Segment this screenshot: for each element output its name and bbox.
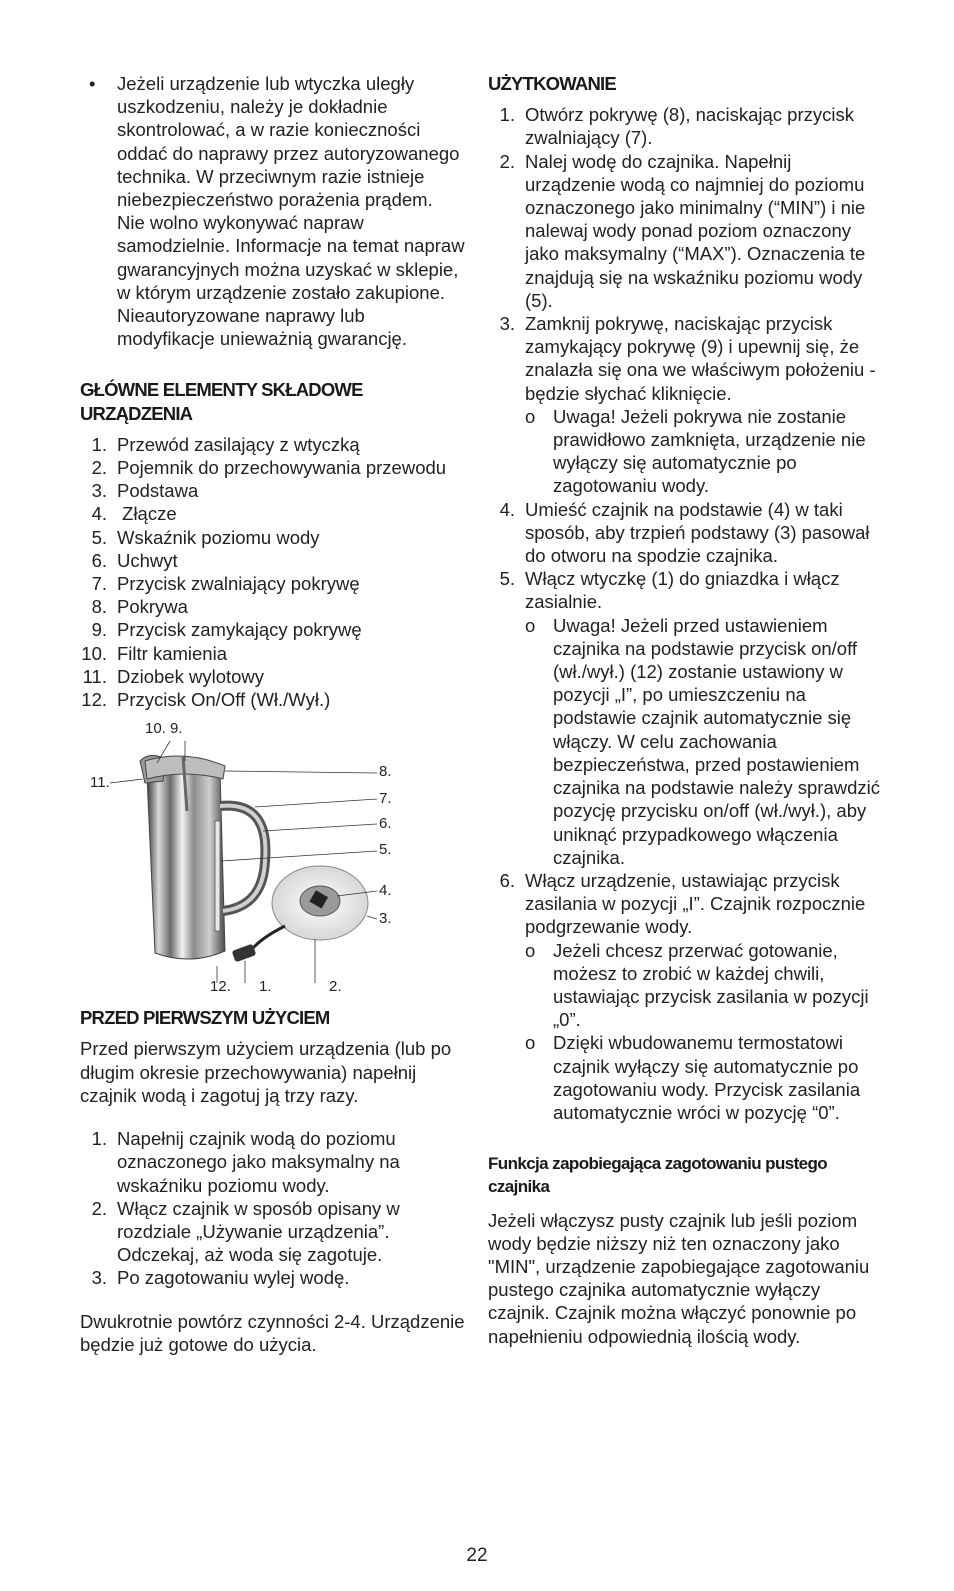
label-7: 7.	[379, 790, 392, 808]
list-item: 10. Filtr kamienia	[81, 642, 227, 664]
step3-notes	[525, 405, 883, 498]
label-8: 8.	[379, 763, 392, 781]
note-item: o Uwaga! Jeżeli przed ustawieniem czajnika na podstawie przycisk on/off (wł./wył.) (12) zostanie ustawiony w pozycji „I”, po umieszczeniu na podstawie czajnik automatycznie się włączy. W celu zachowania bezpieczeństwa, przed postawieniem czajnika na podstawie należy sprawdzić pozycję przycisku on/off (wł./wył.), aby uniknąć przypadkowego włączenia czajnika.	[525, 614, 881, 868]
label-1: 1.	[259, 978, 272, 996]
list-item: 4. Złącze	[91, 503, 177, 525]
label-6: 6.	[379, 815, 392, 833]
label-3: 3.	[379, 910, 392, 928]
label-10-9: 10. 9.	[145, 720, 183, 738]
list-item: 2. Nalej wodę do czajnika. Napełnij urządzenie wodą co najmniej do poziomu oznaczonego jako minimalny (“MIN”) i nie nalewaj wody ponad poziom oznaczony jako maksymalny (“MAX”). Oznaczenia te znajdują się na wskaźniku poziomu wody (5).	[499, 150, 866, 311]
components-heading: GŁÓWNE ELEMENTY SKŁADOWE URZĄDZENIA	[80, 379, 363, 424]
label-5: 5.	[379, 841, 392, 859]
list-item: 6. Włącz urządzenie, ustawiając przycisk zasilania w pozycji „I”. Czajnik rozpocznie podgrzewanie wody. o Jeżeli chcesz przerwać gotowanie, możesz to zrobić w każdej chwili, ustawiając przycisk zasilania w pozycji „0”. o Dzięki wbudowanemu termostatowi czajnik wyłączy się automatycznie po zagotowaniu wody. Przycisk zasilania automatycznie wróci w pozycję “0”.	[488, 869, 883, 1124]
dry-boil-text: Jeżeli włączysz pusty czajnik lub jeśli poziom wody będzie niższy niż ten oznaczony jako "MIN", urządzenie zapobiegające zagotowaniu pustego czajnika automatycznie wyłączy czajnik. Czajnik można włączyć ponownie po napełnieniu odpowiednią ilością wody.	[488, 1209, 870, 1347]
right-column	[488, 72, 883, 1348]
note-item: o Uwaga! Jeżeli pokrywa nie zostanie prawidłowo zamknięta, urządzenie nie wyłączy się automatycznie po zagotowaniu wody.	[525, 405, 866, 497]
list-item: 3. Podstawa	[91, 480, 199, 502]
warning-paragraph	[80, 72, 465, 350]
kettle-illustration	[85, 721, 405, 996]
step6-notes	[525, 939, 883, 1125]
label-11: 11.	[90, 774, 110, 792]
first-use-outro: Dwukrotnie powtórz czynności 2-4. Urządzenie będzie już gotowe do użycia.	[80, 1310, 465, 1355]
first-use-heading: PRZED PIERWSZYM UŻYCIEM	[80, 1007, 330, 1029]
warning-text: Jeżeli urządzenie lub wtyczka uległy uszkodzeniu, należy je dokładnie skontrolować, a w razie konieczności oddać do naprawy przez autoryzowanego technika. W przeciwnym razie istnieje niebezpieczeństwo porażenia prądem. Nie wolno wykonywać napraw samodzielnie. Informacje na temat napraw gwarancyjnych można uzyskać w sklepie, w którym urządzenie zostało zakupione. Nieautoryzowane naprawy lub modyfikacje unieważnią gwarancję.	[117, 73, 465, 350]
first-use-intro: Przed pierwszym użyciem urządzenia (lub po długim okresie przechowywania) napełnij czajnik wodą i zagotuj ją trzy razy.	[80, 1038, 452, 1106]
step5-notes	[525, 614, 883, 869]
list-item: 2. Pojemnik do przechowywania przewodu	[91, 457, 447, 479]
list-item: 2. Włącz czajnik w sposób opisany w rozdziale „Używanie urządzenia”. Odczekaj, aż woda się zagotuje.	[91, 1197, 400, 1266]
list-item: 1. Otwórz pokrywę (8), naciskając przycisk zwalniający (7).	[499, 104, 854, 149]
components-list	[80, 433, 465, 711]
usage-heading: UŻYTKOWANIE	[488, 73, 616, 94]
list-item: 3. Po zagotowaniu wylej wodę.	[91, 1267, 350, 1289]
list-item: 6. Uchwyt	[91, 549, 178, 571]
dry-boil-heading: Funkcja zapobiegająca zagotowaniu pustego czajnika	[488, 1154, 828, 1197]
list-item: 11. Dziobek wylotowy	[82, 665, 265, 687]
list-item: 7. Przycisk zwalniający pokrywę	[91, 573, 360, 595]
page-number: 22	[466, 1545, 488, 1566]
label-12: 12.	[210, 978, 231, 996]
left-column	[80, 72, 465, 1356]
usage-steps	[488, 103, 883, 1124]
list-item: 9. Przycisk zamykający pokrywę	[91, 619, 362, 641]
list-item: 5. Włącz wtyczkę (1) do gniazdka i włącz zasialnie. o Uwaga! Jeżeli przed ustawieniem czajnika na podstawie przycisk on/off (wł./wył.) (12) zostanie ustawiony w pozycji „I”, po umieszczeniu na podstawie czajnik automatycznie się włączy. W celu zachowania bezpieczeństwa, przed postawieniem czajnika na podstawie należy sprawdzić pozycję przycisku on/off (wł./wył.), aby uniknąć przypadkowego włączenia czajnika.	[488, 567, 883, 869]
list-item: 1. Napełnij czajnik wodą do poziomu oznaczonego jako maksymalny na wskaźniku poziomu wody.	[91, 1128, 400, 1196]
list-item: 5. Wskaźnik poziomu wody	[91, 526, 320, 548]
bullet-mark: •	[89, 73, 96, 94]
label-2: 2.	[329, 978, 342, 996]
list-item: 3. Zamknij pokrywę, naciskając przycisk zamykający pokrywę (9) i upewnij się, że znalazła się ona we właściwym położeniu - będzie słychać kliknięcie. o Uwaga! Jeżeli pokrywa nie zostanie prawidłowo zamknięta, urządzenie nie wyłączy się automatycznie po zagotowaniu wody.	[488, 312, 883, 498]
kettle-diagram	[85, 721, 405, 996]
list-item: 4. Umieść czajnik na podstawie (4) w taki sposób, aby trzpień podstawy (3) pasował do otworu na spodzie czajnika.	[499, 498, 870, 567]
list-item: 1. Przewód zasilający z wtyczką	[91, 433, 360, 455]
label-4: 4.	[379, 882, 392, 900]
first-use-steps	[80, 1127, 465, 1289]
note-item: o Dzięki wbudowanemu termostatowi czajnik wyłączy się automatycznie po zagotowaniu wody. Przycisk zasilania automatycznie wróci w pozycję “0”.	[525, 1032, 861, 1123]
note-item: o Jeżeli chcesz przerwać gotowanie, możesz to zrobić w każdej chwili, ustawiając przycisk zasilania w pozycji „0”.	[525, 939, 869, 1031]
list-item: 12. Przycisk On/Off (Wł./Wył.)	[81, 689, 331, 711]
list-item: 8. Pokrywa	[91, 596, 188, 618]
